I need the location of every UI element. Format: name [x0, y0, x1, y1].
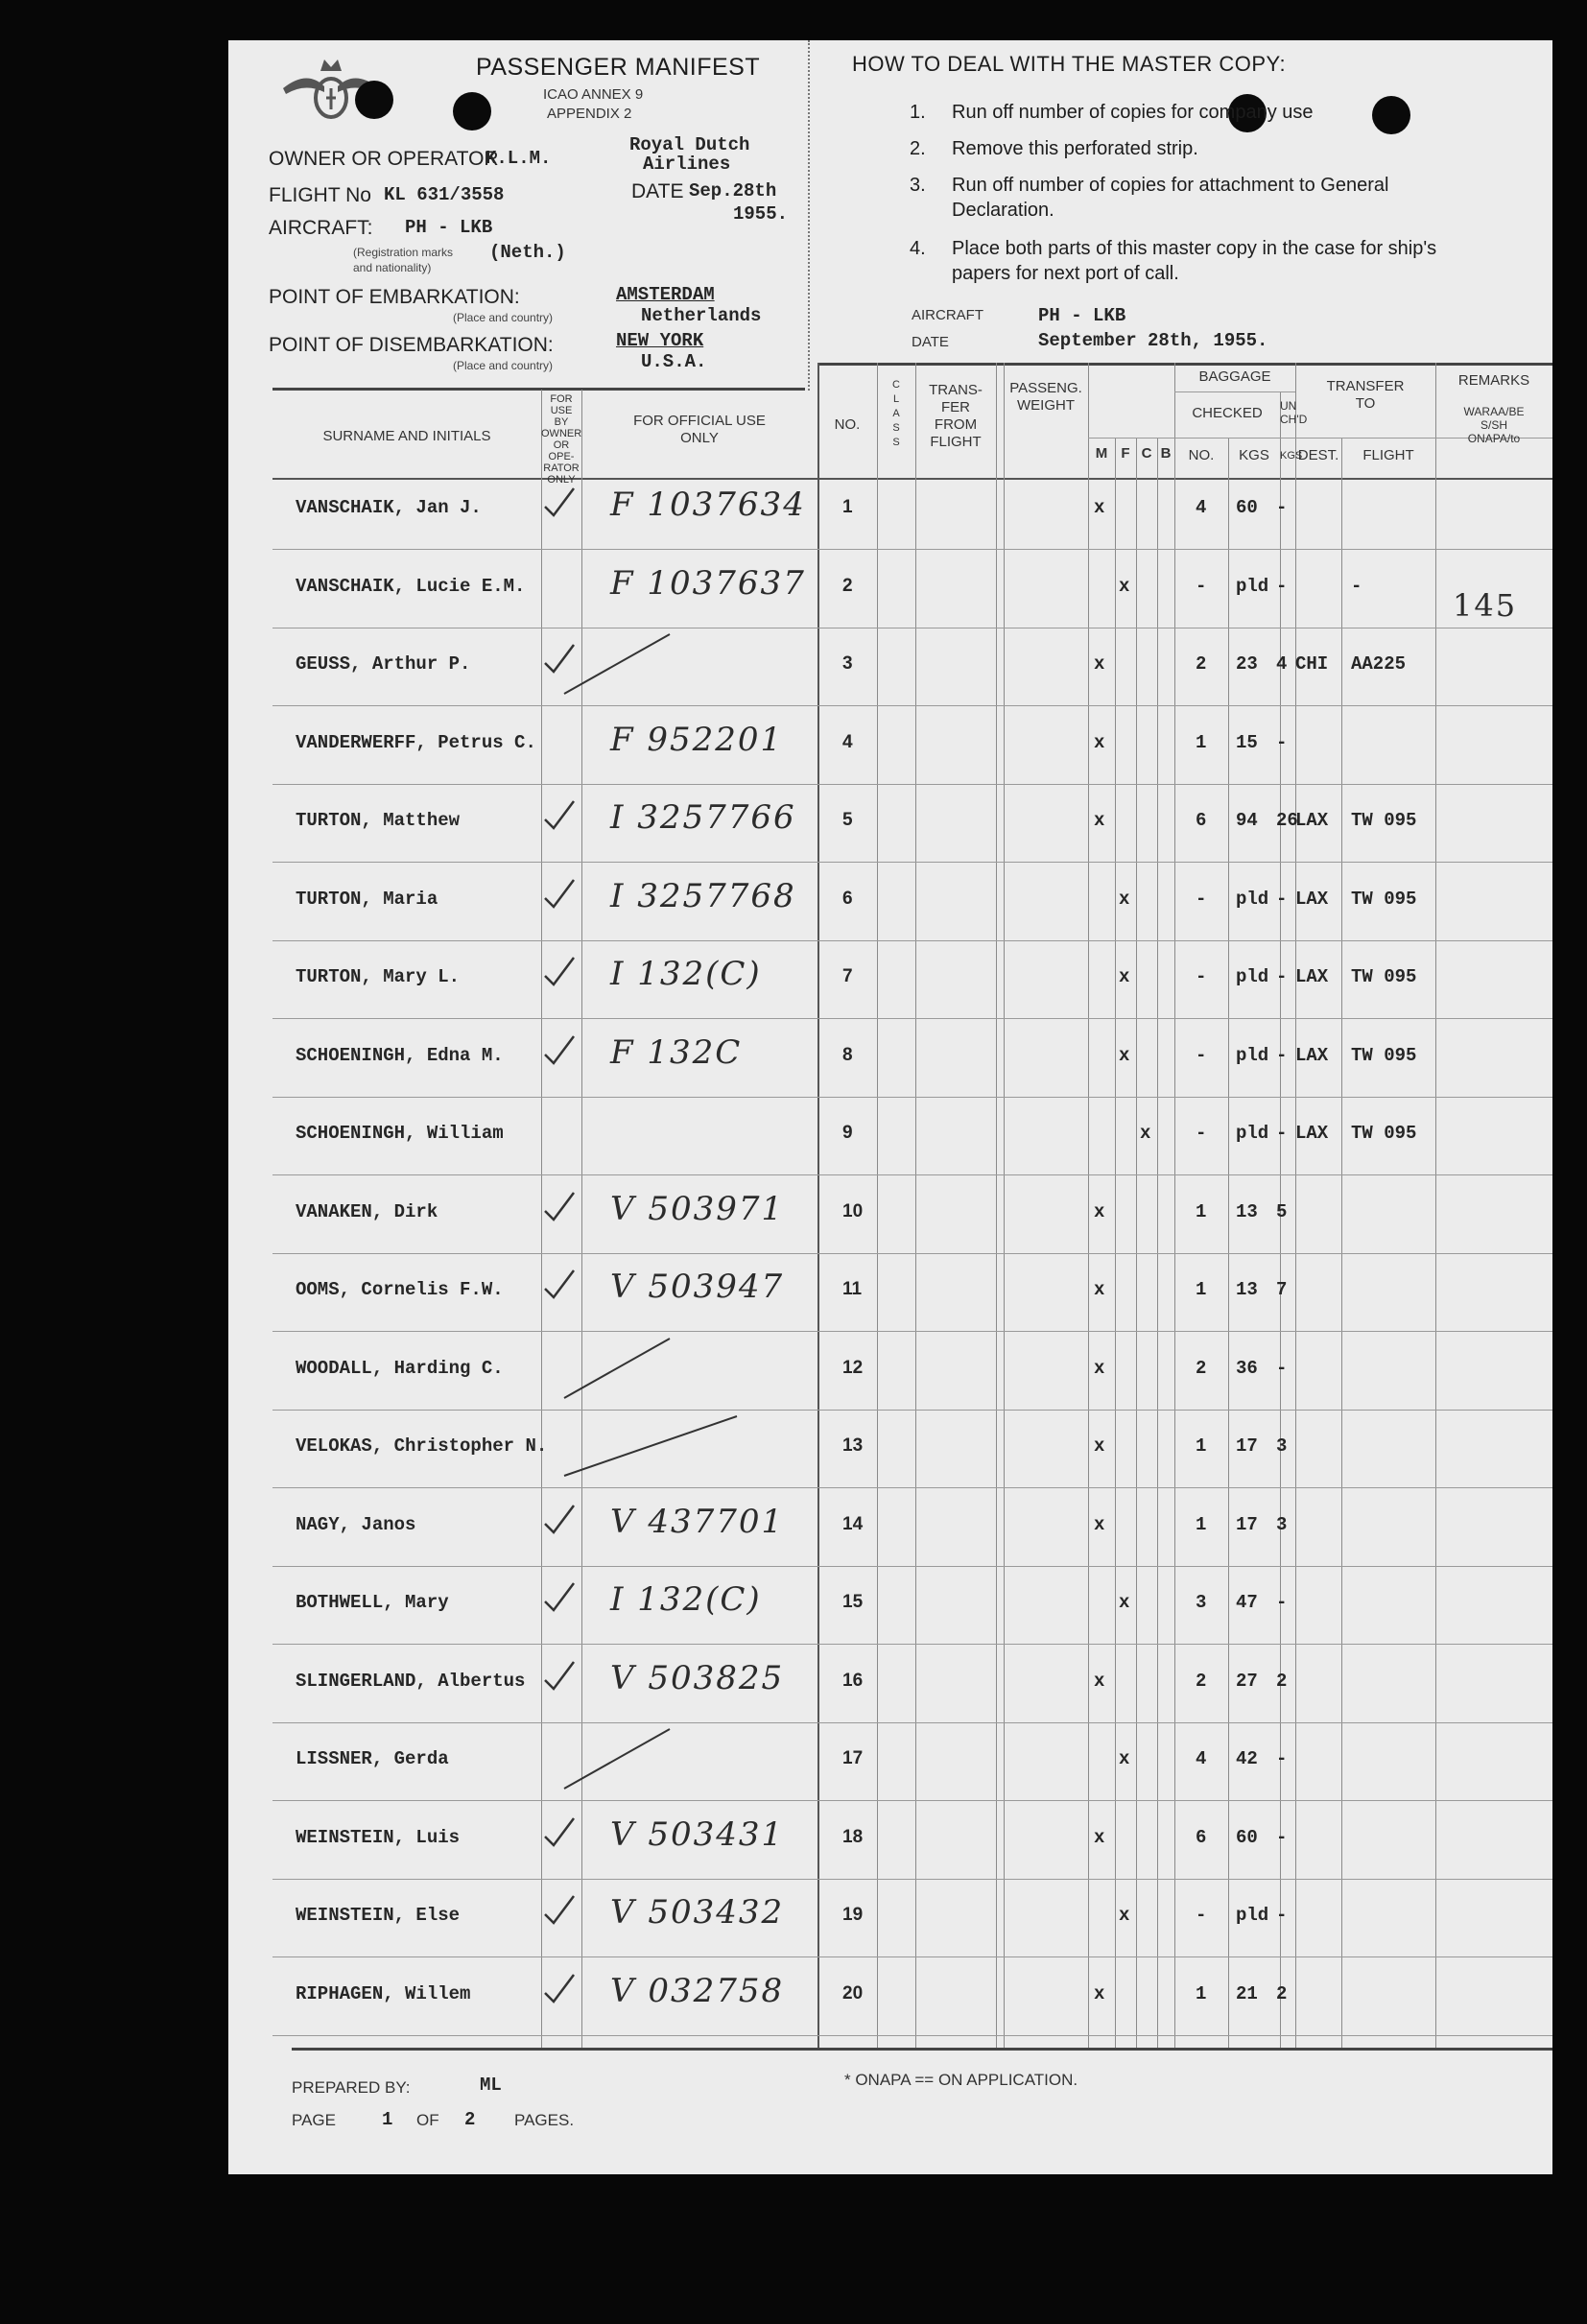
step-1-text: Run off number of copies for company use — [952, 102, 1314, 123]
unchecked-kgs: - — [1276, 1045, 1288, 1066]
transfer-destination: LAX — [1295, 1045, 1329, 1066]
check-mark-icon — [541, 1190, 578, 1222]
of-label: OF — [416, 2111, 439, 2129]
baggage-count: - — [1196, 1905, 1207, 1926]
manifest-subtitle-annex: ICAO ANNEX 9 — [543, 86, 644, 103]
baggage-kgs: pld — [1236, 966, 1269, 987]
prepared-by-value: ML — [480, 2075, 502, 2096]
row-rule — [272, 940, 1552, 941]
transfer-destination: LAX — [1295, 810, 1329, 831]
check-mark-icon — [541, 1268, 578, 1300]
weight-category-mark: x — [1094, 497, 1105, 518]
header-surname: SURNAME AND INITIALS — [322, 428, 491, 444]
table-row — [228, 715, 1552, 793]
unchecked-kgs: - — [1276, 1592, 1288, 1613]
weight-category-mark: x — [1094, 1358, 1105, 1379]
prepared-by-label: PREPARED BY: — [292, 2078, 411, 2097]
aircraft-label: AIRCRAFT: — [269, 217, 373, 239]
passenger-name: TURTON, Matthew — [296, 810, 461, 831]
disembarkation-country: U.S.A. — [641, 351, 707, 372]
weight-category-mark: x — [1094, 653, 1105, 675]
table-row — [228, 1184, 1552, 1262]
official-use-number: F 132C — [610, 1033, 743, 1072]
baggage-kgs: 27 — [1236, 1671, 1258, 1692]
table-row — [228, 1653, 1552, 1731]
master-aircraft-label: AIRCRAFT — [912, 307, 983, 323]
passenger-name: BOTHWELL, Mary — [296, 1592, 449, 1613]
baggage-count: - — [1196, 966, 1207, 987]
table-row — [228, 1810, 1552, 1887]
check-mark-icon — [541, 955, 578, 987]
page-label: PAGE — [292, 2111, 336, 2129]
row-rule — [272, 1174, 1552, 1175]
baggage-count: - — [1196, 1045, 1207, 1066]
passenger-name: WEINSTEIN, Luis — [296, 1827, 461, 1848]
weight-category-mark: x — [1094, 1201, 1105, 1222]
row-rule — [272, 1644, 1552, 1645]
baggage-count: 1 — [1196, 1279, 1207, 1300]
table-top-rule — [272, 388, 805, 391]
passenger-number: 12 — [842, 1358, 864, 1378]
manifest-subtitle-appendix: APPENDIX 2 — [547, 106, 632, 122]
check-mark-icon — [541, 1580, 578, 1613]
passenger-number: 16 — [842, 1671, 864, 1691]
passenger-number: 3 — [842, 653, 853, 674]
weight-category-mark: x — [1119, 1592, 1130, 1613]
step-1-num: 1. — [910, 102, 926, 123]
row-rule — [272, 1253, 1552, 1254]
row-rule — [272, 1879, 1552, 1880]
transfer-destination: LAX — [1295, 1123, 1329, 1144]
strike-line — [555, 1721, 746, 1798]
passenger-number: 11 — [842, 1279, 863, 1299]
baggage-count: 2 — [1196, 653, 1207, 675]
step-3-text: Run off number of copies for attachment to General — [952, 175, 1389, 196]
passenger-number: 2 — [842, 576, 853, 596]
header-c: C — [1141, 445, 1152, 462]
header-class: C L A S S — [892, 379, 900, 448]
unchecked-kgs: - — [1276, 497, 1288, 518]
unchecked-kgs: - — [1276, 1827, 1288, 1848]
unchecked-kgs: 4 — [1276, 653, 1288, 675]
unchecked-kgs: - — [1276, 1748, 1288, 1769]
master-date-value: September 28th, 1955. — [1038, 330, 1268, 351]
weight-category-mark: x — [1140, 1123, 1151, 1144]
header-transfer-to: TRANSFER TO — [1326, 378, 1405, 412]
row-rule — [272, 705, 1552, 706]
table-row — [228, 1575, 1552, 1652]
table-row — [228, 636, 1552, 714]
table-row — [228, 1497, 1552, 1575]
unchecked-kgs: - — [1276, 732, 1288, 753]
manifest-title: PASSENGER MANIFEST — [476, 54, 761, 81]
row-rule — [272, 1800, 1552, 1801]
baggage-kgs: pld — [1236, 1045, 1269, 1066]
passenger-number: 4 — [842, 732, 853, 752]
header-remarks-sub: WARAA/BE S/SH ONAPA/to — [1463, 405, 1525, 445]
row-rule — [272, 1097, 1552, 1098]
unchecked-kgs: 3 — [1276, 1435, 1288, 1457]
table-row — [228, 558, 1552, 636]
official-use-number: F 1037634 — [610, 486, 806, 524]
passenger-name: GEUSS, Arthur P. — [296, 653, 471, 675]
step-4-num: 4. — [910, 238, 926, 259]
table-row — [228, 1105, 1552, 1183]
transfer-flight: TW 095 — [1351, 1123, 1417, 1144]
passenger-name: VANDERWERFF, Petrus C. — [296, 732, 536, 753]
baggage-kgs: 47 — [1236, 1592, 1258, 1613]
transfer-destination: LAX — [1295, 889, 1329, 910]
registration-note-2: and nationality) — [353, 261, 432, 274]
official-use-number: I 3257768 — [610, 877, 796, 915]
unchecked-kgs: - — [1276, 1905, 1288, 1926]
aircraft-nationality: (Neth.) — [489, 242, 566, 263]
passenger-name: OOMS, Cornelis F.W. — [296, 1279, 504, 1300]
header-flight: FLIGHT — [1362, 447, 1414, 463]
row-rule — [272, 1487, 1552, 1488]
passenger-number: 15 — [842, 1592, 864, 1612]
table-row — [228, 1887, 1552, 1965]
registration-note: (Registration marks — [353, 246, 454, 259]
embarkation-label: POINT OF EMBARKATION: — [269, 286, 520, 308]
baggage-count: 2 — [1196, 1671, 1207, 1692]
baggage-kgs: 94 — [1236, 810, 1258, 831]
baggage-count: 4 — [1196, 1748, 1207, 1769]
step-4-text-2: papers for next port of call. — [952, 263, 1179, 284]
baggage-kgs: 13 — [1236, 1279, 1258, 1300]
unchecked-kgs: 26 — [1276, 810, 1298, 831]
passenger-number: 8 — [842, 1045, 853, 1065]
official-use-number: I 132(C) — [610, 955, 762, 993]
date-value: Sep.28th — [689, 180, 777, 202]
passenger-number: 7 — [842, 966, 853, 986]
table-row — [228, 793, 1552, 870]
transfer-flight: TW 095 — [1351, 889, 1417, 910]
table-row — [228, 480, 1552, 557]
header-kgs: KGS — [1239, 447, 1269, 463]
header-unchd-kgs: KGS — [1280, 450, 1303, 462]
of-value: 2 — [464, 2109, 476, 2130]
step-3-text-2: Declaration. — [952, 200, 1054, 221]
row-rule — [272, 862, 1552, 863]
weight-category-mark: x — [1094, 1983, 1105, 2004]
weight-category-mark: x — [1119, 576, 1130, 597]
row-rule — [272, 784, 1552, 785]
passenger-number: 5 — [842, 810, 853, 830]
unchecked-kgs: - — [1276, 1123, 1288, 1144]
baggage-kgs: 60 — [1236, 497, 1258, 518]
baggage-count: 6 — [1196, 1827, 1207, 1848]
table-row — [228, 871, 1552, 949]
page-value: 1 — [382, 2109, 393, 2130]
owner-value-line2: Royal Dutch — [629, 134, 750, 155]
check-mark-icon — [541, 1893, 578, 1926]
baggage-count: 1 — [1196, 732, 1207, 753]
step-3-num: 3. — [910, 175, 926, 196]
official-use-number: V 503825 — [610, 1659, 785, 1697]
check-mark-icon — [541, 1033, 578, 1066]
passenger-number: 20 — [842, 1983, 864, 2004]
unchecked-kgs: 2 — [1276, 1671, 1288, 1692]
disembarkation-note: (Place and country) — [453, 359, 554, 372]
row-rule — [272, 549, 1552, 550]
header-b: B — [1160, 445, 1172, 462]
table-row — [228, 1028, 1552, 1105]
transfer-flight: - — [1351, 576, 1362, 597]
row-rule — [272, 1722, 1552, 1723]
embarkation-value: AMSTERDAM — [616, 284, 715, 305]
header-official-use: FOR OFFICIAL USE ONLY — [633, 413, 766, 446]
official-use-number: I 3257766 — [610, 798, 796, 837]
official-use-number: V 503432 — [610, 1893, 785, 1932]
header-passeng-weight: PASSENG. WEIGHT — [1009, 380, 1082, 414]
unchecked-kgs: 7 — [1276, 1279, 1288, 1300]
manifest-sheet — [228, 40, 1552, 2174]
header-unchd: UN CH'D — [1280, 399, 1308, 426]
baggage-count: 1 — [1196, 1514, 1207, 1535]
passenger-number: 6 — [842, 889, 853, 909]
header-owner-use: FOR USE BY OWNER OR OPE- RATOR ONLY — [541, 393, 582, 486]
strike-line — [555, 1409, 746, 1485]
master-copy-title: HOW TO DEAL WITH THE MASTER COPY: — [852, 52, 1287, 76]
passenger-name: VANAKEN, Dirk — [296, 1201, 438, 1222]
passenger-name: TURTON, Maria — [296, 889, 438, 910]
baggage-count: - — [1196, 1123, 1207, 1144]
baggage-kgs: 36 — [1236, 1358, 1258, 1379]
unchecked-kgs: - — [1276, 966, 1288, 987]
unchecked-kgs: - — [1276, 576, 1288, 597]
disembarkation-label: POINT OF DISEMBARKATION: — [269, 334, 554, 356]
passenger-number: 17 — [842, 1748, 864, 1768]
weight-category-mark: x — [1119, 1045, 1130, 1066]
weight-category-mark: x — [1094, 1671, 1105, 1692]
baggage-kgs: 17 — [1236, 1435, 1258, 1457]
header-remarks: REMARKS — [1457, 372, 1530, 389]
perforation-line — [808, 40, 812, 391]
transfer-flight: TW 095 — [1351, 966, 1417, 987]
official-use-number: V 503431 — [610, 1815, 785, 1854]
official-use-number: V 032758 — [610, 1972, 785, 2010]
baggage-count: 4 — [1196, 497, 1207, 518]
table-row — [228, 1731, 1552, 1809]
weight-category-mark: x — [1119, 966, 1130, 987]
baggage-kgs: pld — [1236, 1123, 1269, 1144]
baggage-kgs: 17 — [1236, 1514, 1258, 1535]
aircraft-value: PH - LKB — [405, 217, 493, 238]
strike-line — [555, 1331, 746, 1408]
baggage-count: 2 — [1196, 1358, 1207, 1379]
step-2-num: 2. — [910, 138, 926, 159]
punch-hole — [1372, 96, 1410, 134]
punch-hole — [453, 92, 491, 130]
date-label: DATE — [631, 180, 684, 202]
table-row — [228, 1966, 1552, 2044]
row-rule — [272, 2035, 1552, 2036]
passenger-number: 1 — [842, 497, 853, 517]
master-date-label: DATE — [912, 334, 949, 350]
header-bag-no: NO. — [1188, 447, 1215, 463]
strike-line — [555, 627, 746, 703]
header-no: NO. — [834, 416, 861, 433]
row-rule — [272, 1410, 1552, 1411]
step-4-text: Place both parts of this master copy in the case for ship's — [952, 238, 1437, 259]
subheader-rule — [1174, 391, 1295, 392]
step-2-text: Remove this perforated strip. — [952, 138, 1198, 159]
unchecked-kgs: 2 — [1276, 1983, 1288, 2004]
pages-label: PAGES. — [514, 2111, 575, 2129]
table-top-rule-right — [817, 363, 1552, 366]
passenger-name: NAGY, Janos — [296, 1514, 416, 1535]
unchecked-kgs: 3 — [1276, 1514, 1288, 1535]
weight-category-mark: x — [1094, 1279, 1105, 1300]
transfer-destination: CHI — [1295, 653, 1329, 675]
baggage-count: 6 — [1196, 810, 1207, 831]
passenger-name: SCHOENINGH, Edna M. — [296, 1045, 504, 1066]
weight-category-mark: x — [1119, 1748, 1130, 1769]
baggage-kgs: 15 — [1236, 732, 1258, 753]
owner-value-line3: Airlines — [643, 154, 731, 175]
baggage-kgs: 13 — [1236, 1201, 1258, 1222]
baggage-count: - — [1196, 576, 1207, 597]
baggage-kgs: 21 — [1236, 1983, 1258, 2004]
embarkation-country: Netherlands — [641, 305, 762, 326]
transfer-flight: TW 095 — [1351, 810, 1417, 831]
unchecked-kgs: 5 — [1276, 1201, 1288, 1222]
flight-value: KL 631/3558 — [384, 184, 505, 205]
header-checked: CHECKED — [1192, 405, 1263, 421]
weight-category-mark: x — [1094, 810, 1105, 831]
passenger-name: VELOKAS, Christopher N. — [296, 1435, 548, 1457]
table-row — [228, 1418, 1552, 1496]
header-m: M — [1095, 445, 1108, 462]
official-use-number: F 1037637 — [610, 564, 806, 603]
passenger-name: SLINGERLAND, Albertus — [296, 1671, 526, 1692]
passenger-name: TURTON, Mary L. — [296, 966, 461, 987]
disembarkation-value: NEW YORK — [616, 330, 704, 351]
header-baggage: BAGGAGE — [1198, 368, 1271, 385]
passenger-name: LISSNER, Gerda — [296, 1748, 449, 1769]
table-row — [228, 1340, 1552, 1418]
table-row — [228, 1262, 1552, 1340]
passenger-name: WEINSTEIN, Else — [296, 1905, 461, 1926]
header-dest: DEST. — [1297, 447, 1339, 463]
official-use-number: V 437701 — [610, 1503, 785, 1541]
official-use-number: V 503971 — [610, 1190, 785, 1228]
master-aircraft-value: PH - LKB — [1038, 305, 1126, 326]
table-bottom-rule — [292, 2048, 1552, 2051]
check-mark-icon — [541, 1659, 578, 1692]
baggage-count: - — [1196, 889, 1207, 910]
transfer-flight: TW 095 — [1351, 1045, 1417, 1066]
embarkation-note: (Place and country) — [453, 311, 554, 324]
remarks-value: 145 — [1453, 587, 1518, 624]
passenger-number: 10 — [842, 1201, 864, 1221]
owner-value: K.L.M. — [486, 148, 552, 169]
weight-category-mark: x — [1119, 1905, 1130, 1926]
baggage-count: 1 — [1196, 1201, 1207, 1222]
weight-category-mark: x — [1094, 732, 1105, 753]
official-use-number: V 503947 — [610, 1268, 785, 1306]
check-mark-icon — [541, 486, 578, 518]
date-year: 1955. — [733, 203, 789, 225]
baggage-count: 1 — [1196, 1435, 1207, 1457]
unchecked-kgs: - — [1276, 1358, 1288, 1379]
owner-label: OWNER OR OPERATOR — [269, 148, 499, 170]
official-use-number: F 952201 — [610, 721, 784, 759]
check-mark-icon — [541, 798, 578, 831]
check-mark-icon — [541, 1815, 578, 1848]
baggage-count: 3 — [1196, 1592, 1207, 1613]
baggage-kgs: pld — [1236, 889, 1269, 910]
baggage-kgs: 60 — [1236, 1827, 1258, 1848]
table-row — [228, 949, 1552, 1027]
row-rule — [272, 1018, 1552, 1019]
passenger-name: RIPHAGEN, Willem — [296, 1983, 471, 2004]
header-f: F — [1121, 445, 1130, 462]
punch-hole — [355, 81, 393, 119]
transfer-flight: AA225 — [1351, 653, 1407, 675]
weight-category-mark: x — [1094, 1435, 1105, 1457]
weight-category-mark: x — [1119, 889, 1130, 910]
check-mark-icon — [541, 877, 578, 910]
baggage-kgs: pld — [1236, 1905, 1269, 1926]
passenger-number: 14 — [842, 1514, 864, 1534]
passenger-name: VANSCHAIK, Jan J. — [296, 497, 482, 518]
baggage-count: 1 — [1196, 1983, 1207, 2004]
unchecked-kgs: - — [1276, 889, 1288, 910]
baggage-kgs: 42 — [1236, 1748, 1258, 1769]
flight-label: FLIGHT No — [269, 184, 371, 206]
weight-category-mark: x — [1094, 1514, 1105, 1535]
check-mark-icon — [541, 1503, 578, 1535]
passenger-name: VANSCHAIK, Lucie E.M. — [296, 576, 526, 597]
row-rule — [272, 1956, 1552, 1957]
transfer-destination: LAX — [1295, 966, 1329, 987]
check-mark-icon — [541, 1972, 578, 2004]
onapa-note: * ONAPA == ON APPLICATION. — [844, 2071, 1078, 2089]
header-transfer-from: TRANS- FER FROM FLIGHT — [929, 382, 983, 450]
row-rule — [272, 1331, 1552, 1332]
passenger-number: 19 — [842, 1905, 864, 1925]
passenger-name: WOODALL, Harding C. — [296, 1358, 504, 1379]
baggage-kgs: 23 — [1236, 653, 1258, 675]
weight-category-mark: x — [1094, 1827, 1105, 1848]
official-use-number: I 132(C) — [610, 1580, 762, 1619]
passenger-number: 13 — [842, 1435, 864, 1456]
passenger-number: 9 — [842, 1123, 853, 1143]
passenger-number: 18 — [842, 1827, 864, 1847]
baggage-kgs: pld — [1236, 576, 1269, 597]
passenger-name: SCHOENINGH, William — [296, 1123, 504, 1144]
row-rule — [272, 1566, 1552, 1567]
